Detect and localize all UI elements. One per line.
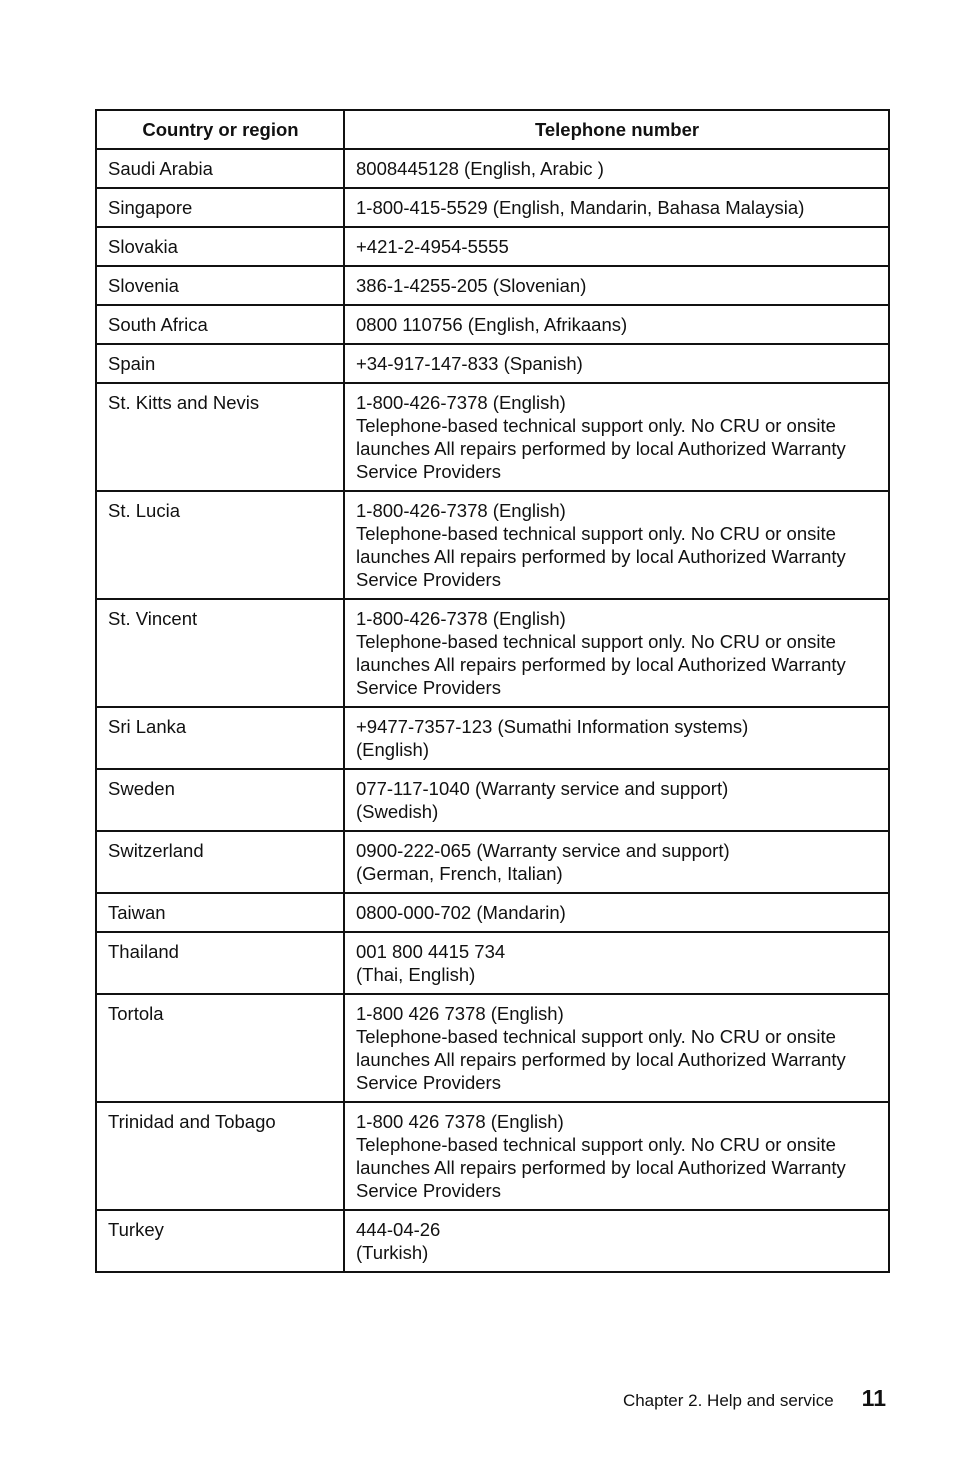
phone-cell	[344, 769, 889, 831]
phone-cell	[344, 707, 889, 769]
phone-cell	[344, 227, 889, 266]
phone-cell-line: 1-800-426-7378 (English)	[356, 500, 566, 521]
phone-cell	[344, 266, 889, 305]
table-row	[96, 266, 889, 305]
phone-cell-line: 1-800-415-5529 (English, Mandarin, Bahasa Malaysia)	[356, 197, 805, 218]
table-row	[96, 932, 889, 994]
table-row	[96, 1210, 889, 1272]
country-cell: St. Kitts and Nevis	[96, 383, 344, 491]
phone-cell-line: Service Providers	[356, 677, 501, 698]
phone-cell-line: +9477-7357-123 (Sumathi Information systems)	[356, 716, 749, 737]
country-cell: St. Vincent	[96, 599, 344, 707]
phone-cell-line: 386-1-4255-205 (Slovenian)	[356, 275, 587, 296]
table-row	[96, 149, 889, 188]
header-country: Country or region	[96, 110, 344, 149]
phone-cell-line: 1-800 426 7378 (English)	[356, 1003, 564, 1024]
phone-cell	[344, 831, 889, 893]
country-cell: Slovenia	[96, 266, 344, 305]
country-cell: Slovakia	[96, 227, 344, 266]
page-number: 11	[861, 1385, 886, 1411]
country-cell: Thailand	[96, 932, 344, 994]
phone-cell-line: (German, French, Italian)	[356, 863, 563, 884]
phone-cell-line: 8008445128 (English, Arabic )	[356, 158, 604, 179]
table-body	[96, 149, 889, 1272]
phone-cell-line: launches All repairs performed by local Authorized Warranty	[356, 438, 846, 459]
phone-cell-line: (Swedish)	[356, 801, 439, 822]
header-phone: Telephone number	[344, 110, 889, 149]
phone-cell	[344, 344, 889, 383]
phone-cell-line: Telephone-based technical support only. No CRU or onsite	[356, 1026, 836, 1047]
phone-cell	[344, 188, 889, 227]
phone-cell	[344, 491, 889, 599]
phone-cell-line: Service Providers	[356, 1072, 501, 1093]
phone-cell-line: +421-2-4954-5555	[356, 236, 509, 257]
country-cell: Singapore	[96, 188, 344, 227]
phone-cell-line: 1-800-426-7378 (English)	[356, 608, 566, 629]
table-row	[96, 1102, 889, 1210]
country-cell: Sweden	[96, 769, 344, 831]
phone-cell-line: launches All repairs performed by local Authorized Warranty	[356, 1157, 846, 1178]
phone-cell-line: 0900-222-065 (Warranty service and support)	[356, 840, 730, 861]
table-row	[96, 305, 889, 344]
table-row	[96, 707, 889, 769]
country-cell: Switzerland	[96, 831, 344, 893]
phone-cell	[344, 893, 889, 932]
table-row	[96, 893, 889, 932]
country-cell: Turkey	[96, 1210, 344, 1272]
country-cell: St. Lucia	[96, 491, 344, 599]
phone-cell	[344, 599, 889, 707]
phone-cell-line: +34-917-147-833 (Spanish)	[356, 353, 583, 374]
phone-cell	[344, 1102, 889, 1210]
table-row	[96, 994, 889, 1102]
phone-cell-line: Telephone-based technical support only. No CRU or onsite	[356, 1134, 836, 1155]
phone-cell	[344, 932, 889, 994]
phone-cell-line: 077-117-1040 (Warranty service and support)	[356, 778, 729, 799]
phone-cell-line: launches All repairs performed by local Authorized Warranty	[356, 1049, 846, 1070]
phone-cell	[344, 383, 889, 491]
phone-cell-line: (English)	[356, 739, 429, 760]
table-row	[96, 188, 889, 227]
phone-cell	[344, 149, 889, 188]
phone-cell-line: (Thai, English)	[356, 964, 476, 985]
phone-cell-line: 001 800 4415 734	[356, 941, 506, 962]
country-cell: Sri Lanka	[96, 707, 344, 769]
table-header-row	[96, 110, 889, 149]
phone-cell	[344, 1210, 889, 1272]
country-cell: Tortola	[96, 994, 344, 1102]
phone-cell-line: Service Providers	[356, 1180, 501, 1201]
table-row	[96, 769, 889, 831]
page-footer	[623, 1385, 886, 1412]
phone-cell-line: Telephone-based technical support only. No CRU or onsite	[356, 523, 836, 544]
table-row	[96, 227, 889, 266]
phone-cell-line: Telephone-based technical support only. No CRU or onsite	[356, 415, 836, 436]
table-row	[96, 831, 889, 893]
phone-cell-line: 1-800 426 7378 (English)	[356, 1111, 564, 1132]
chapter-title: Chapter 2. Help and service	[622, 1391, 834, 1410]
phone-cell-line: 0800 110756 (English, Afrikaans)	[356, 314, 628, 335]
phone-cell-line: 0800-000-702 (Mandarin)	[356, 902, 566, 923]
phone-cell-line: launches All repairs performed by local Authorized Warranty	[356, 546, 846, 567]
support-phone-table	[95, 109, 890, 1273]
phone-cell	[344, 305, 889, 344]
phone-cell-line: Service Providers	[356, 461, 501, 482]
country-cell: Trinidad and Tobago	[96, 1102, 344, 1210]
country-cell: Taiwan	[96, 893, 344, 932]
table-row	[96, 491, 889, 599]
country-cell: Spain	[96, 344, 344, 383]
phone-cell	[344, 994, 889, 1102]
table-row	[96, 344, 889, 383]
phone-cell-line: (Turkish)	[356, 1242, 429, 1263]
table-row	[96, 383, 889, 491]
country-cell: Saudi Arabia	[96, 149, 344, 188]
phone-cell-line: launches All repairs performed by local Authorized Warranty	[356, 654, 846, 675]
table-row	[96, 599, 889, 707]
phone-cell-line: Service Providers	[356, 569, 501, 590]
phone-cell-line: Telephone-based technical support only. No CRU or onsite	[356, 631, 836, 652]
phone-cell-line: 444-04-26	[356, 1219, 441, 1240]
phone-cell-line: 1-800-426-7378 (English)	[356, 392, 566, 413]
country-cell: South Africa	[96, 305, 344, 344]
